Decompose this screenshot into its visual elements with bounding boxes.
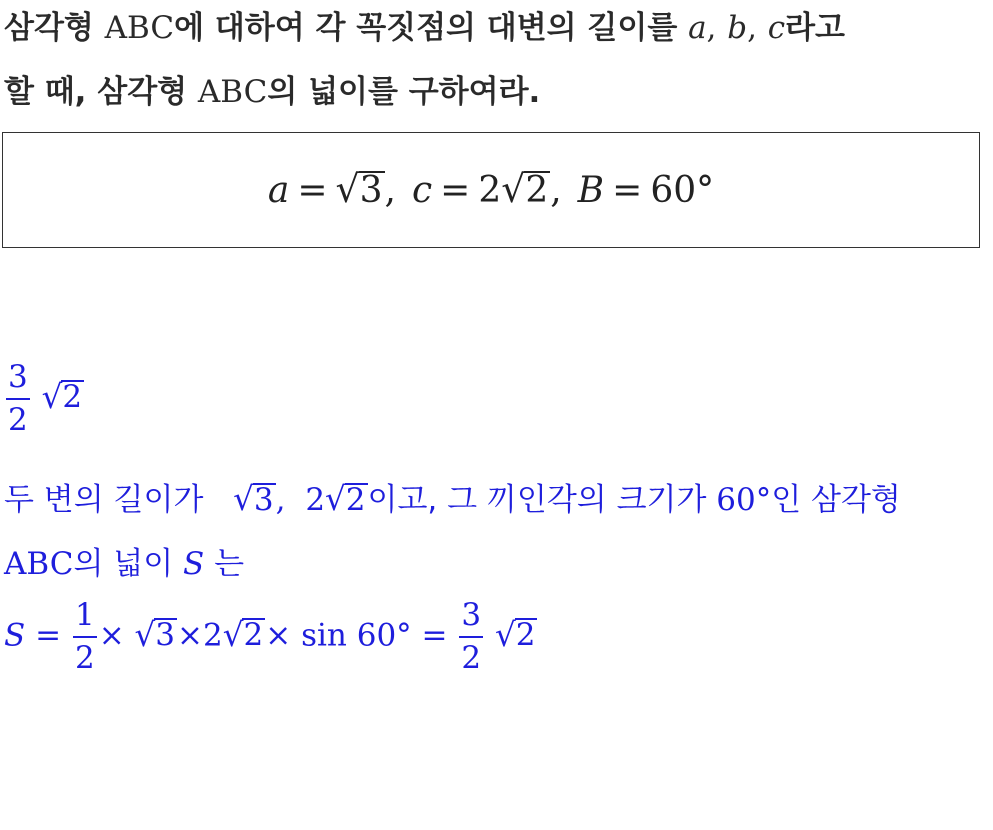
question-text: 에 대하여 각 꼭짓점의 대변의 길이를	[174, 10, 678, 46]
triangle-name: ABC	[104, 10, 175, 46]
coefficient: 2	[203, 617, 223, 654]
separator: ,	[275, 482, 286, 518]
area-formula	[4, 597, 537, 676]
radicand: 2	[243, 617, 264, 654]
radicand: 2	[525, 170, 549, 211]
radicand: 2	[345, 481, 366, 518]
denominator: 2	[461, 640, 482, 676]
denominator: 2	[74, 640, 95, 676]
area-variable: S	[183, 546, 205, 582]
result-fraction	[459, 597, 483, 676]
denominator: 2	[8, 402, 28, 438]
question-text: 삼각형	[4, 10, 94, 46]
separator: ,	[550, 169, 562, 211]
sqrt-3	[134, 615, 177, 654]
equals-sign: =	[35, 617, 62, 654]
radicand: 2	[515, 617, 536, 654]
radicand: 3	[155, 617, 176, 654]
explanation-text: 두 변의 길이가	[4, 482, 204, 518]
radical-icon: √	[41, 377, 63, 416]
sine-function: sin	[301, 617, 347, 654]
question-text: 라고	[785, 10, 845, 46]
half-fraction	[73, 597, 97, 676]
sqrt-2	[494, 615, 537, 654]
equals-sign: =	[297, 169, 328, 211]
explanation-text: 의 넓이	[73, 546, 174, 582]
question-line-1	[4, 2, 845, 47]
given-conditions-box	[2, 132, 980, 248]
fraction-bar	[73, 636, 97, 638]
radical-icon: √	[501, 167, 526, 212]
separator: ,	[384, 169, 396, 211]
radical-icon: √	[325, 480, 346, 518]
question-text: 할 때, 삼각형	[4, 74, 188, 110]
radical-icon: √	[494, 615, 516, 654]
sqrt-3	[233, 480, 275, 518]
explanation-line-2	[4, 538, 244, 583]
numerator: 3	[8, 359, 28, 395]
given-B-var: B	[577, 169, 605, 211]
fraction-bar	[6, 398, 30, 400]
question-line-2	[4, 66, 540, 111]
equals-sign: =	[440, 169, 471, 211]
variable-a: a	[688, 10, 707, 46]
radical-icon: √	[134, 615, 156, 654]
equals-sign: =	[612, 169, 643, 211]
times-sign: ×	[265, 617, 292, 654]
sqrt-3	[335, 167, 385, 212]
triangle-name: ABC	[4, 546, 74, 582]
times-sign: ×	[98, 617, 125, 654]
variable-b: b	[727, 10, 748, 46]
sqrt-2	[325, 480, 367, 518]
answer	[4, 359, 84, 438]
angle-value: 60°	[716, 482, 772, 518]
coefficient: 2	[478, 169, 502, 211]
variable-c: c	[767, 10, 786, 46]
answer-fraction	[6, 359, 30, 438]
angle-value: 60°	[650, 169, 715, 211]
given-c-var: c	[411, 169, 433, 211]
radical-icon: √	[222, 615, 244, 654]
comma: ,	[747, 10, 757, 46]
coefficient: 2	[305, 482, 326, 518]
question-text: 의 넓이를 구하여라.	[267, 74, 541, 110]
triangle-name: ABC	[197, 74, 268, 110]
sqrt-2	[501, 167, 550, 212]
angle-value: 60°	[356, 617, 412, 654]
equals-sign: =	[421, 617, 448, 654]
radicand: 2	[62, 379, 83, 416]
explanation-text: 인 삼각형	[771, 482, 901, 518]
numerator: 1	[74, 597, 95, 633]
radicand: 3	[253, 481, 274, 518]
fraction-bar	[459, 636, 483, 638]
radical-icon: √	[335, 167, 360, 212]
sqrt-2	[41, 377, 84, 416]
radicand: 3	[359, 170, 383, 211]
given-a-var: a	[267, 169, 290, 211]
radical-icon: √	[233, 480, 254, 518]
explanation-text: 는	[214, 546, 245, 582]
times-sign: ×	[177, 617, 203, 654]
sqrt-2	[222, 615, 265, 654]
explanation-line-1	[4, 474, 901, 519]
numerator: 3	[461, 597, 482, 633]
explanation-text: 이고, 그 끼인각의 크기가	[367, 482, 707, 518]
comma: ,	[706, 10, 717, 46]
area-variable: S	[4, 617, 26, 654]
